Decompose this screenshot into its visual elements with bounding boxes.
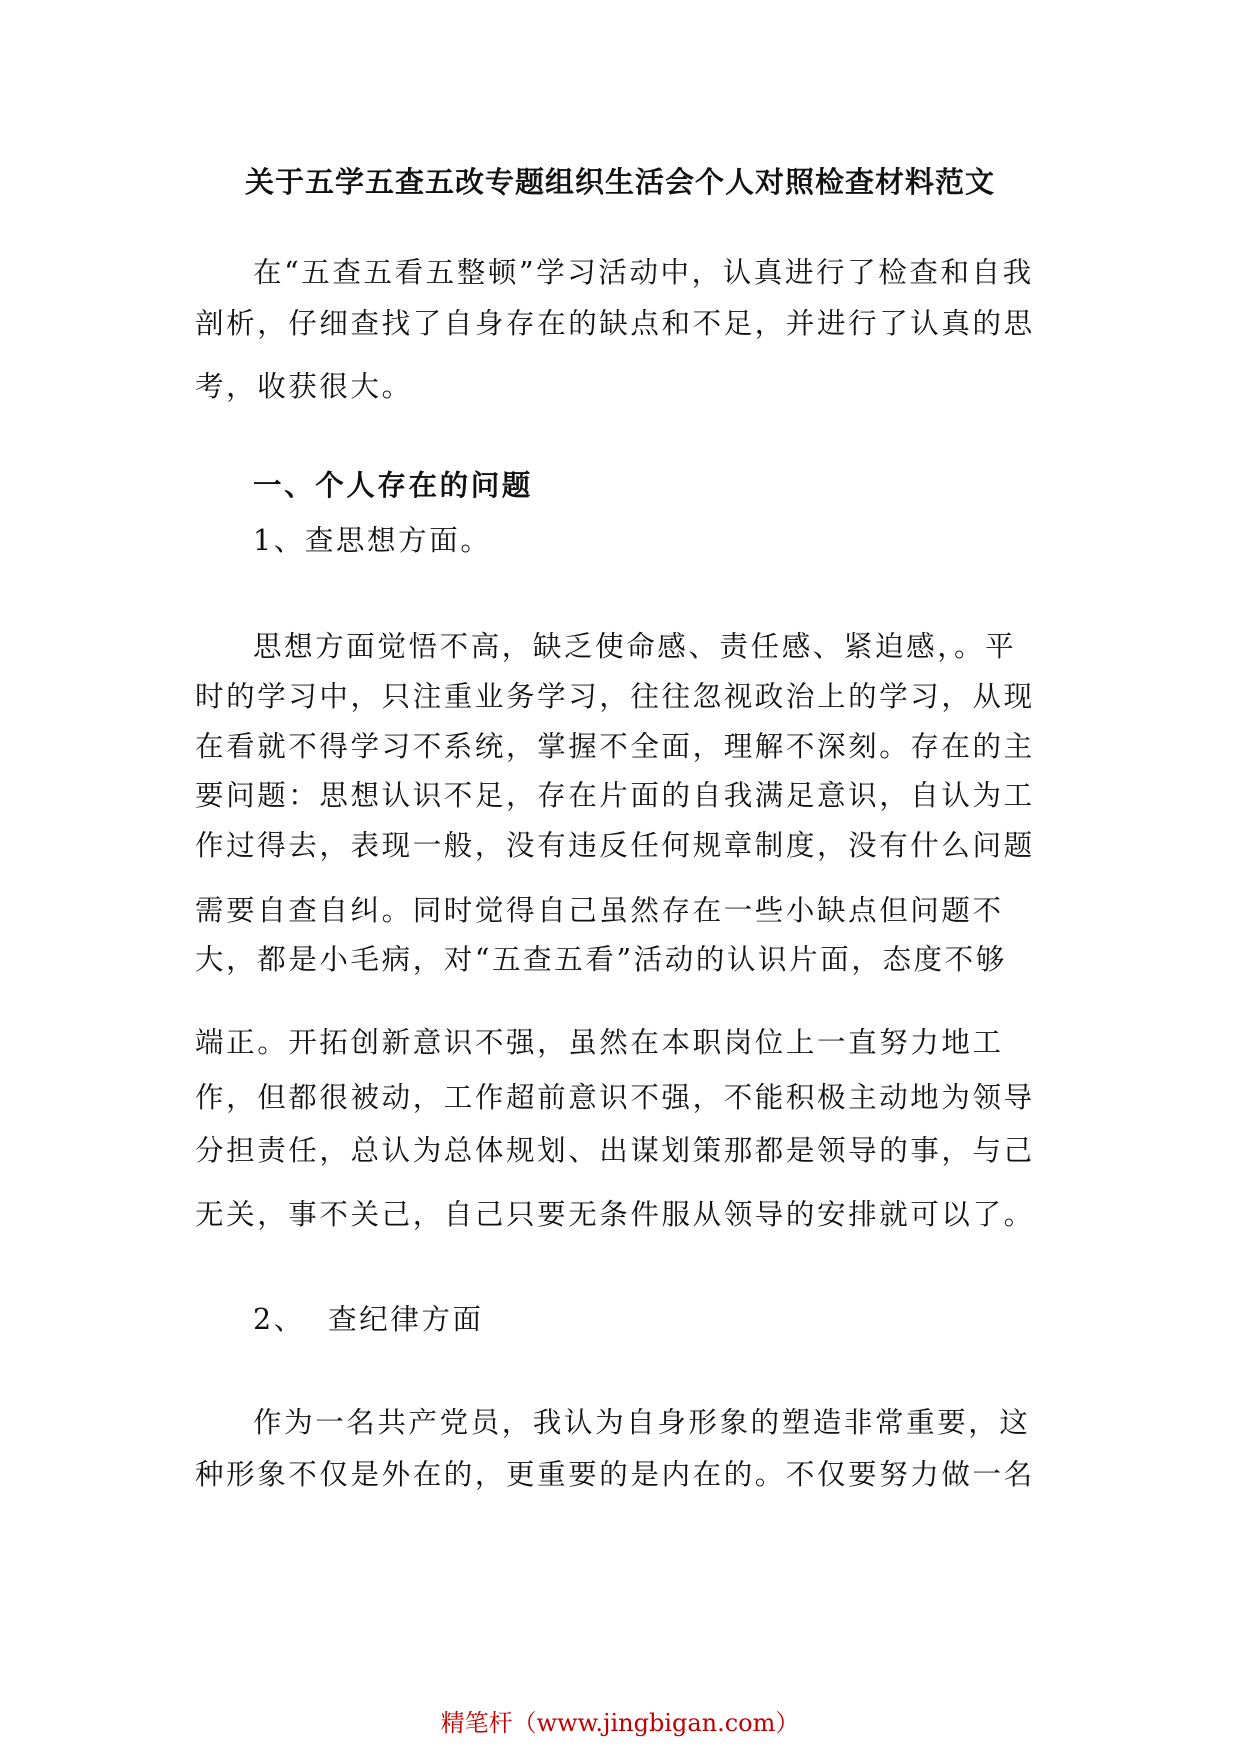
item1-line-11: 无关，事不关己，自己只要无条件服从领导的安排就可以了。: [195, 1198, 1035, 1231]
intro-line-1: 在“五查五看五整顿”学习活动中，认真进行了检查和自我: [253, 256, 1034, 289]
item1-heading: 1、查思想方面。: [253, 524, 492, 557]
item1-line-7: 大，都是小毛病，对“五查五看”活动的认识片面，态度不够: [195, 943, 1007, 976]
item1-line-6: 需要自查自纠。同时觉得自己虽然存在一些小缺点但问题不: [195, 894, 1004, 927]
item1-line-5: 作过得去，表现一般，没有违反任何规章制度，没有什么问题: [195, 829, 1035, 862]
item2-line-2: 种形象不仅是外在的，更重要的是内在的。不仅要努力做一名: [195, 1458, 1035, 1491]
item1-line-1: 思想方面觉悟不高，缺乏使命感、责任感、紧迫感，。平: [253, 630, 1017, 663]
footer-watermark: 精笔杆（www.jingbigan.com）: [440, 1709, 800, 1737]
item1-line-4: 要问题：思想认识不足，存在片面的自我满足意识，自认为工: [195, 779, 1035, 812]
document-title: 关于五学五查五改专题组织生活会个人对照检查材料范文: [244, 165, 995, 199]
item1-line-3: 在看就不得学习不系统，掌握不全面，理解不深刻。存在的主: [195, 730, 1035, 763]
item2-heading: 2、 查纪律方面: [253, 1303, 484, 1336]
intro-line-3: 考，收获很大。: [195, 370, 413, 403]
item2-line-1: 作为一名共产党员，我认为自身形象的塑造非常重要，这: [253, 1406, 1031, 1439]
item1-line-9: 作，但都很被动，工作超前意识不强，不能积极主动地为领导: [195, 1081, 1035, 1114]
section-heading: 一、个人存在的问题: [253, 468, 533, 502]
item1-line-10: 分担责任，总认为总体规划、出谋划策那都是领导的事，与己: [195, 1134, 1035, 1167]
item1-line-8: 端正。开拓创新意识不强，虽然在本职岗位上一直努力地工: [195, 1026, 1004, 1059]
intro-line-2: 剖析，仔细查找了自身存在的缺点和不足，并进行了认真的思: [195, 307, 1035, 340]
item1-line-2: 时的学习中，只注重业务学习，往往忽视政治上的学习，从现: [195, 680, 1035, 713]
